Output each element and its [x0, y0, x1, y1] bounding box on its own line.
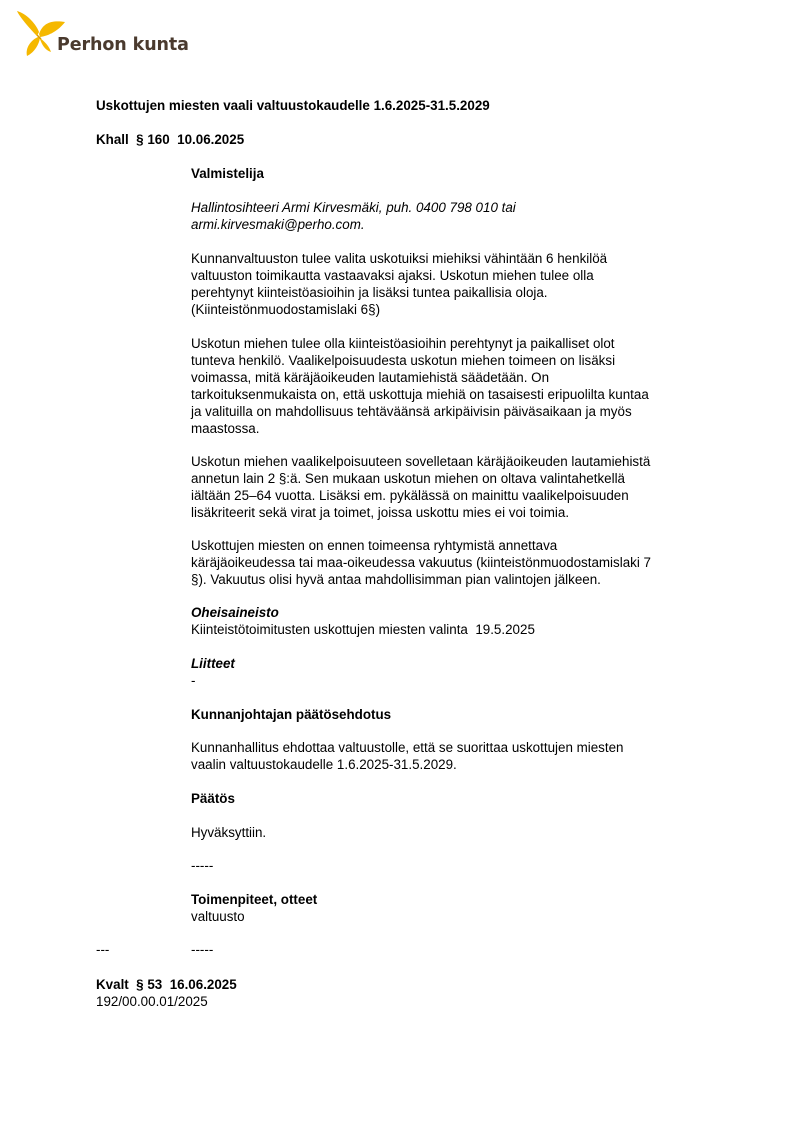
text-line: voimassa, mitä käräjäoikeuden lautamiehistä säädetään. On [191, 370, 550, 385]
separator-left: --- [96, 942, 110, 957]
text-line: lisäkriteerit sekä virat ja toimet, joissa uskottu mies ei voi toimia. [191, 505, 570, 520]
section-heading-oheisaineisto: Oheisaineisto [191, 605, 279, 620]
text-line: Uskotun miehen tulee olla kiinteistöasioihin perehtynyt ja paikalliset olot [191, 336, 615, 351]
paragraph-1 [191, 250, 711, 318]
measures-text: valtuusto [191, 909, 245, 924]
text-line: annetun lain 2 §:ä. Sen mukaan uskotun miehen on oltava valintahetkellä [191, 471, 626, 486]
decision-text: Hyväksyttiin. [191, 825, 267, 840]
text-line: Uskotun miehen vaalikelpoisuuteen sovelletaan käräjäoikeuden lautamiehistä [191, 454, 651, 469]
text-line: Kunnanhallitus ehdottaa valtuustolle, että se suorittaa uskottujen miesten [191, 740, 624, 755]
text-line: §). Vakuutus olisi hyvä antaa mahdollisimman pian valintojen jälkeen. [191, 572, 601, 587]
separator-right: ----- [191, 942, 214, 957]
text-line: Hallintosihteeri Armi Kirvesmäki, puh. 0400 798 010 tai [191, 200, 516, 215]
proposal-text [191, 739, 711, 773]
org-name: Perhon kunta [57, 35, 189, 55]
text-line: tarkoituksenmukaista on, että uskottuja miehiä on tasaisesti eripuolilta kuntaa [191, 387, 649, 402]
decision-separator: ----- [191, 858, 214, 873]
text-line: Kunnanvaltuuston tulee valita uskotuiksi miehiksi vähintään 6 henkilöä [191, 251, 608, 266]
text-line: käräjäoikeudessa tai maa-oikeudessa vakuutus (kiinteistönmuodostamislaki 7 [191, 555, 651, 570]
preparer-contact [191, 199, 711, 233]
text-line: maastossa. [191, 421, 260, 436]
section-heading-valmistelija: Valmistelija [191, 166, 264, 181]
section-heading-liitteet: Liitteet [191, 656, 235, 671]
paragraph-2 [191, 335, 711, 437]
text-line: valtuuston toimikautta vastaavaksi ajaksi. Uskotun miehen tulee olla [191, 268, 594, 283]
text-line: perehtynyt kiinteistöasioihin ja lisäksi tuntea paikallisia oloja. [191, 285, 548, 300]
liitteet-text: - [191, 673, 196, 688]
document-title: Uskottujen miesten vaali valtuustokaudelle 1.6.2025-31.5.2029 [96, 98, 490, 113]
diary-number: 192/00.00.01/2025 [96, 994, 208, 1009]
text-line: Uskottujen miesten on ennen toimeensa ryhtymistä annettava [191, 538, 558, 553]
kvalt-reference: Kvalt § 53 16.06.2025 [96, 977, 237, 992]
khall-reference: Khall § 160 10.06.2025 [96, 132, 245, 147]
text-line: tunteva henkilö. Vaalikelpoisuudesta uskotun miehen toimeen on lisäksi [191, 353, 616, 368]
org-logo [15, 8, 195, 60]
section-heading-measures: Toimenpiteet, otteet [191, 892, 318, 907]
oheisaineisto-text: Kiinteistötoimitusten uskottujen miesten valinta 19.5.2025 [191, 622, 535, 637]
section-heading-proposal: Kunnanjohtajan päätösehdotus [191, 707, 392, 722]
text-line: iältään 25–64 vuotta. Lisäksi em. pykälässä on mainittu vaalikelpoisuuden [191, 488, 629, 503]
text-line: ja valituilla on mahdollisuus tehtäväänsä arkipäivisin päiväsaikaan ja myös [191, 404, 632, 419]
text-line: armi.kirvesmaki@perho.com. [191, 217, 365, 232]
section-heading-decision: Päätös [191, 791, 235, 806]
paragraph-4 [191, 537, 711, 588]
paragraph-3 [191, 453, 711, 521]
text-line: (Kiinteistönmuodostamislaki 6§) [191, 302, 381, 317]
text-line: vaalin valtuustokaudelle 1.6.2025-31.5.2029. [191, 757, 457, 772]
